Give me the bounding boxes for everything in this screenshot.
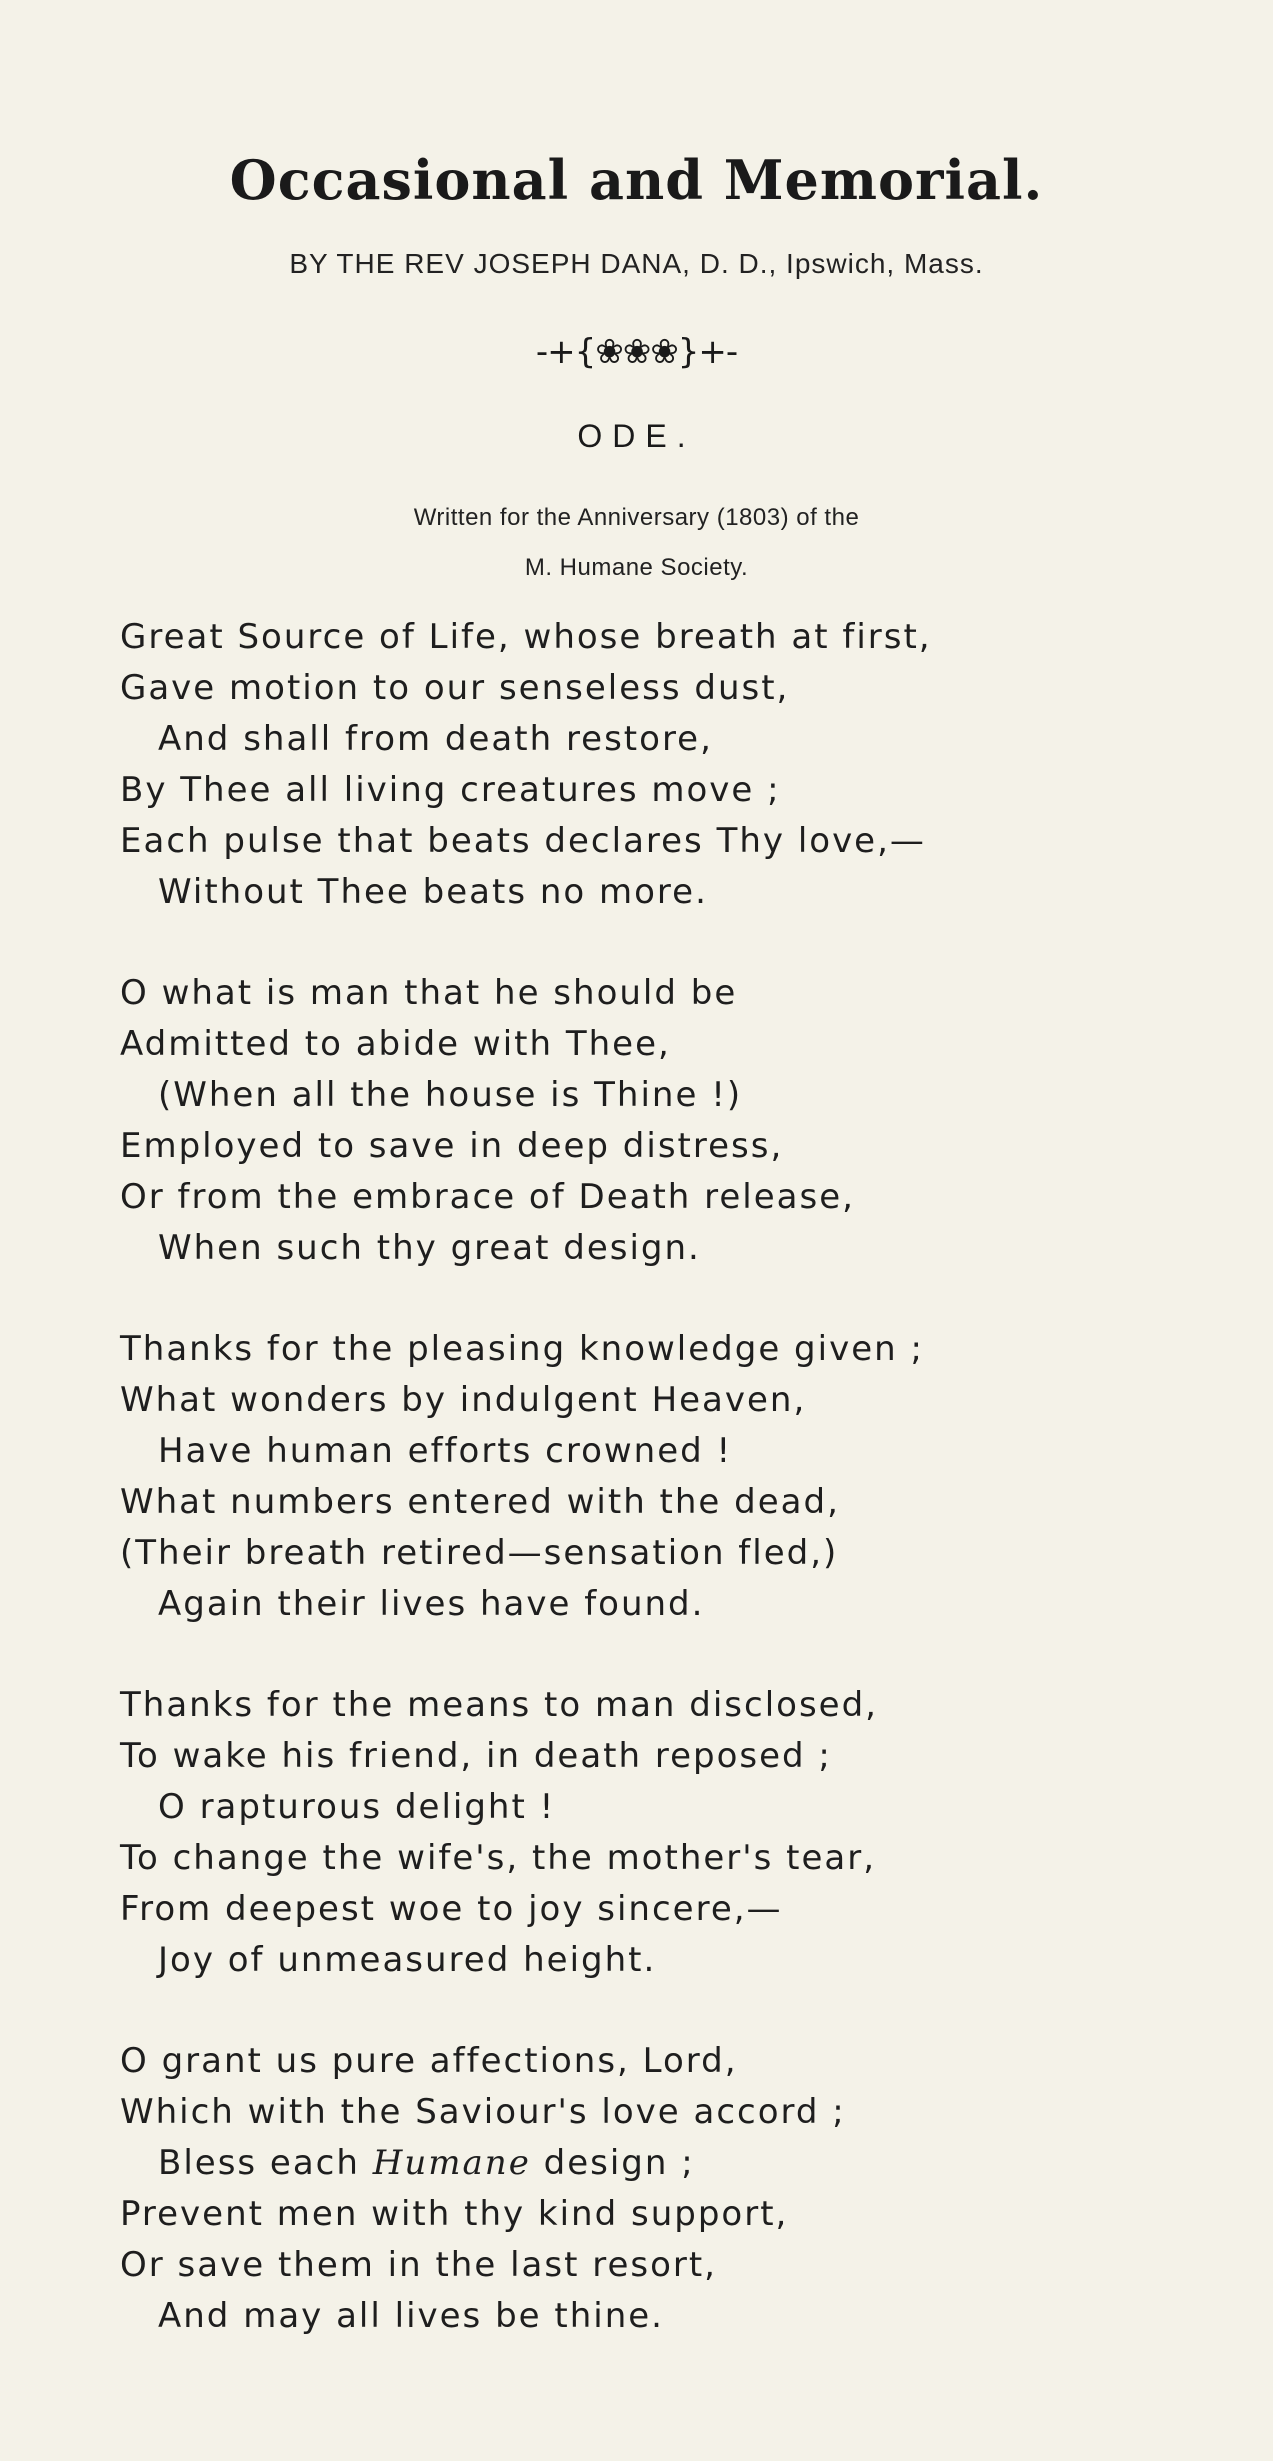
poem-line: What numbers entered with the dead, [120,1482,840,1522]
poem-line: Gave motion to our senseless dust, [120,668,790,708]
poem-line: By Thee all living creatures move ; [120,770,781,810]
stanza [120,2036,1220,2342]
poem-line-text: design ; [543,2143,695,2183]
poem-line: Have human efforts crowned ! [158,1431,733,1471]
poem-line: What wonders by indulgent Heaven, [120,1380,807,1420]
poem-line: Prevent men with thy kind support, [120,2194,789,2234]
poem-line: O what is man that he should be [120,973,738,1013]
poem-line: (Their breath retired—sensation fled,) [120,1533,839,1573]
ode-subtitle-line-1: Written for the Anniversary (1803) of the [413,504,860,531]
poem-line: Thanks for the means to man disclosed, [120,1685,878,1725]
italic-word: Humane [372,2143,531,2183]
ode-subtitle-line-2: M. Humane Society. [524,554,749,581]
poem-line: Without Thee beats no more. [158,872,708,912]
poem-line: Great Source of Life, whose breath at first, [120,617,932,657]
poem-line: Each pulse that beats declares Thy love,— [120,821,926,861]
poem-line: And may all lives be thine. [158,2296,664,2336]
page-title: Occasional and Memorial. [229,148,1044,212]
stanza [120,1324,1220,1630]
poem-line: (When all the house is Thine !) [158,1075,743,1115]
poem-line: And shall from death restore, [158,719,713,759]
poem-line: O rapturous delight ! [158,1787,556,1827]
poem-line: Or from the embrace of Death release, [120,1177,855,1217]
poem-line: From deepest woe to joy sincere,— [120,1889,783,1929]
poem-line: When such thy great design. [158,1228,701,1268]
poem-line: Admitted to abide with Thee, [120,1024,671,1064]
stanza [120,612,1220,918]
poem-line: Or save them in the last resort, [120,2245,717,2285]
poem-line: To change the wife's, the mother's tear, [120,1838,876,1878]
ode-heading: ODE. [577,418,696,454]
stanza [120,1680,1220,1986]
poem-line-text: Bless each [158,2143,360,2183]
poem [120,612,1220,2392]
poem-line: Thanks for the pleasing knowledge given ; [120,1329,924,1369]
author-byline: BY THE REV JOSEPH DANA, D. D., Ipswich, Mass. [289,248,984,279]
ornament-divider: -+{❀❀❀}+- [535,332,738,372]
poem-line: Joy of unmeasured height. [158,1940,657,1980]
poem-line: O grant us pure affections, Lord, [120,2041,738,2081]
poem-line: Which with the Saviour's love accord ; [120,2092,846,2132]
poem-line: Employed to save in deep distress, [120,1126,784,1166]
stanza [120,968,1220,1274]
poem-line: Again their lives have found. [158,1584,705,1624]
poem-line [120,2138,1220,2189]
poem-line: To wake his friend, in death reposed ; [120,1736,832,1776]
